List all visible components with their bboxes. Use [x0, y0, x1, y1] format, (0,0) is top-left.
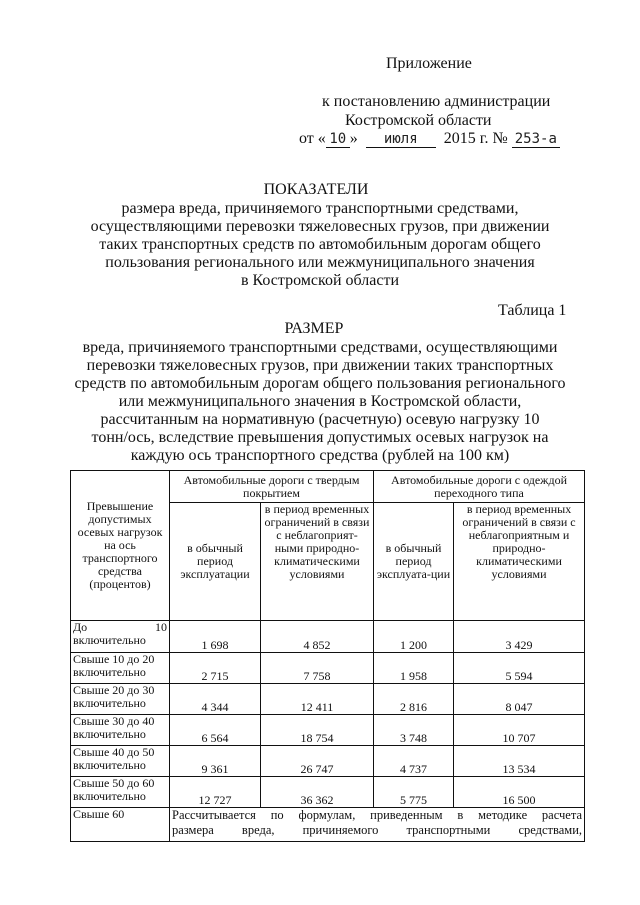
- row-label-range: Свыше 30 до 40: [73, 714, 155, 728]
- size-line-5: рассчитанным на нормативную (расчетную) осевую нагрузку 10: [100, 411, 540, 428]
- decree-number: 253-а: [512, 131, 560, 148]
- cell-value: 36 362: [261, 777, 374, 808]
- date-year-label: 2015 г. №: [443, 130, 508, 147]
- cell-value: 12 411: [261, 684, 374, 715]
- date-month: июля: [366, 131, 436, 148]
- size-line-7: каждую ось транспортного средства (рублей на 100 км): [130, 447, 510, 464]
- formula-note: [170, 808, 585, 842]
- row-label-suffix: включительно: [73, 789, 146, 803]
- cell-value: 2 816: [374, 684, 454, 715]
- cell-value: 16 500: [454, 777, 585, 808]
- formula-note-line-2: размера вреда, причиняемого транспортными средствами,: [172, 823, 583, 837]
- title-heading: ПОКАЗАТЕЛИ: [263, 181, 369, 198]
- group-header-hard-surface: Автомобильные дороги с твердым покрытием: [170, 471, 374, 503]
- cell-value: 4 737: [374, 746, 454, 777]
- row-label-limit: 10: [155, 620, 167, 634]
- table-row-last: [71, 808, 585, 842]
- formula-note-line-1: Рассчитывается по формулам, приведенным в методике расчета: [172, 808, 583, 822]
- row-label-range: Свыше 40 до 50: [73, 745, 155, 759]
- row-label-suffix: включительно: [73, 696, 146, 710]
- cell-value: 7 758: [261, 653, 374, 684]
- table-label: Таблица 1: [498, 302, 567, 319]
- cell-value: 5 594: [454, 653, 585, 684]
- decree-date-line: [299, 130, 560, 148]
- date-from-label: от «: [299, 130, 326, 147]
- size-line-3: средств по автомобильным дорогам общего пользования регионального: [74, 375, 566, 392]
- row-label: [71, 653, 170, 684]
- title-line-3: таких транспортных средств по автомобильным дорогам общего: [99, 236, 541, 253]
- row-label: [71, 621, 170, 653]
- row-label-range: Свыше 10 до 20: [73, 652, 155, 666]
- row-label-prefix: До: [73, 620, 88, 634]
- title-line-5: в Костромской области: [240, 272, 400, 289]
- cell-value: 5 775: [374, 777, 454, 808]
- table-row: [71, 777, 585, 808]
- size-line-4: или межмуниципального значения в Костромской области,: [118, 393, 522, 410]
- table-row: [71, 746, 585, 777]
- cell-value: 4 852: [261, 621, 374, 653]
- table-row: [71, 684, 585, 715]
- subheader-normal-transitional: в обычный период эксплуата-ции: [374, 503, 454, 621]
- size-heading: РАЗМЕР: [284, 320, 344, 337]
- row-label: [71, 777, 170, 808]
- group-header-transitional: Автомобильные дороги с одеждой переходного типа: [374, 471, 585, 503]
- row-label-suffix: включительно: [73, 727, 146, 741]
- damage-table: [70, 470, 585, 842]
- col-header-overload: Превышение допустимых осевых нагрузок на ось транспортного средства (процентов): [71, 471, 170, 621]
- cell-value: 6 564: [170, 715, 261, 746]
- table-row: [71, 715, 585, 746]
- row-label: Свыше 60: [71, 808, 170, 842]
- row-label: [71, 684, 170, 715]
- cell-value: 3 429: [454, 621, 585, 653]
- subheader-restricted-hard: в период временных ограничений в связи с неблагоприят-ными природно-климатическими условиями: [261, 503, 374, 621]
- cell-value: 8 047: [454, 684, 585, 715]
- cell-value: 1 200: [374, 621, 454, 653]
- size-line-6: тонн/ось, вследствие превышения допустимых осевых нагрузок на: [91, 429, 549, 446]
- row-label-suffix: включительно: [73, 665, 146, 679]
- cell-value: 2 715: [170, 653, 261, 684]
- title-line-2: осуществляющими перевозки тяжеловесных грузов, при движении: [90, 218, 550, 235]
- cell-value: 12 727: [170, 777, 261, 808]
- cell-value: 13 534: [454, 746, 585, 777]
- cell-value: 4 344: [170, 684, 261, 715]
- date-day: 10: [326, 131, 350, 148]
- table-row: [71, 621, 585, 653]
- table-row: [71, 653, 585, 684]
- subheader-restricted-transitional: в период временных ограничений в связи с неблагоприятным и природно-климатическими условиями: [454, 503, 585, 621]
- decree-line-1: к постановлению администрации: [322, 93, 551, 110]
- decree-line-2: Костромской области: [345, 112, 492, 129]
- cell-value: 26 747: [261, 746, 374, 777]
- cell-value: 10 707: [454, 715, 585, 746]
- row-label-suffix: включительно: [73, 633, 146, 647]
- title-line-1: размера вреда, причиняемого транспортными средствами,: [121, 200, 519, 217]
- cell-value: 1 698: [170, 621, 261, 653]
- row-label-range: Свыше 20 до 30: [73, 683, 155, 697]
- title-line-4: пользования регионального или межмуниципального значения: [105, 254, 535, 271]
- date-quote-close: »: [349, 130, 358, 147]
- row-label-suffix: включительно: [73, 758, 146, 772]
- size-line-1: вреда, причиняемого транспортными средствами, осуществляющими: [82, 339, 558, 356]
- size-line-2: перевозки тяжеловесных грузов, при движении таких транспортных: [86, 357, 554, 374]
- subheader-normal-hard: в обычный период эксплуатации: [170, 503, 261, 621]
- row-label-range: Свыше 50 до 60: [73, 776, 155, 790]
- cell-value: 1 958: [374, 653, 454, 684]
- row-label: [71, 746, 170, 777]
- cell-value: 3 748: [374, 715, 454, 746]
- appendix-label: Приложение: [386, 55, 472, 72]
- cell-value: 18 754: [261, 715, 374, 746]
- cell-value: 9 361: [170, 746, 261, 777]
- row-label: [71, 715, 170, 746]
